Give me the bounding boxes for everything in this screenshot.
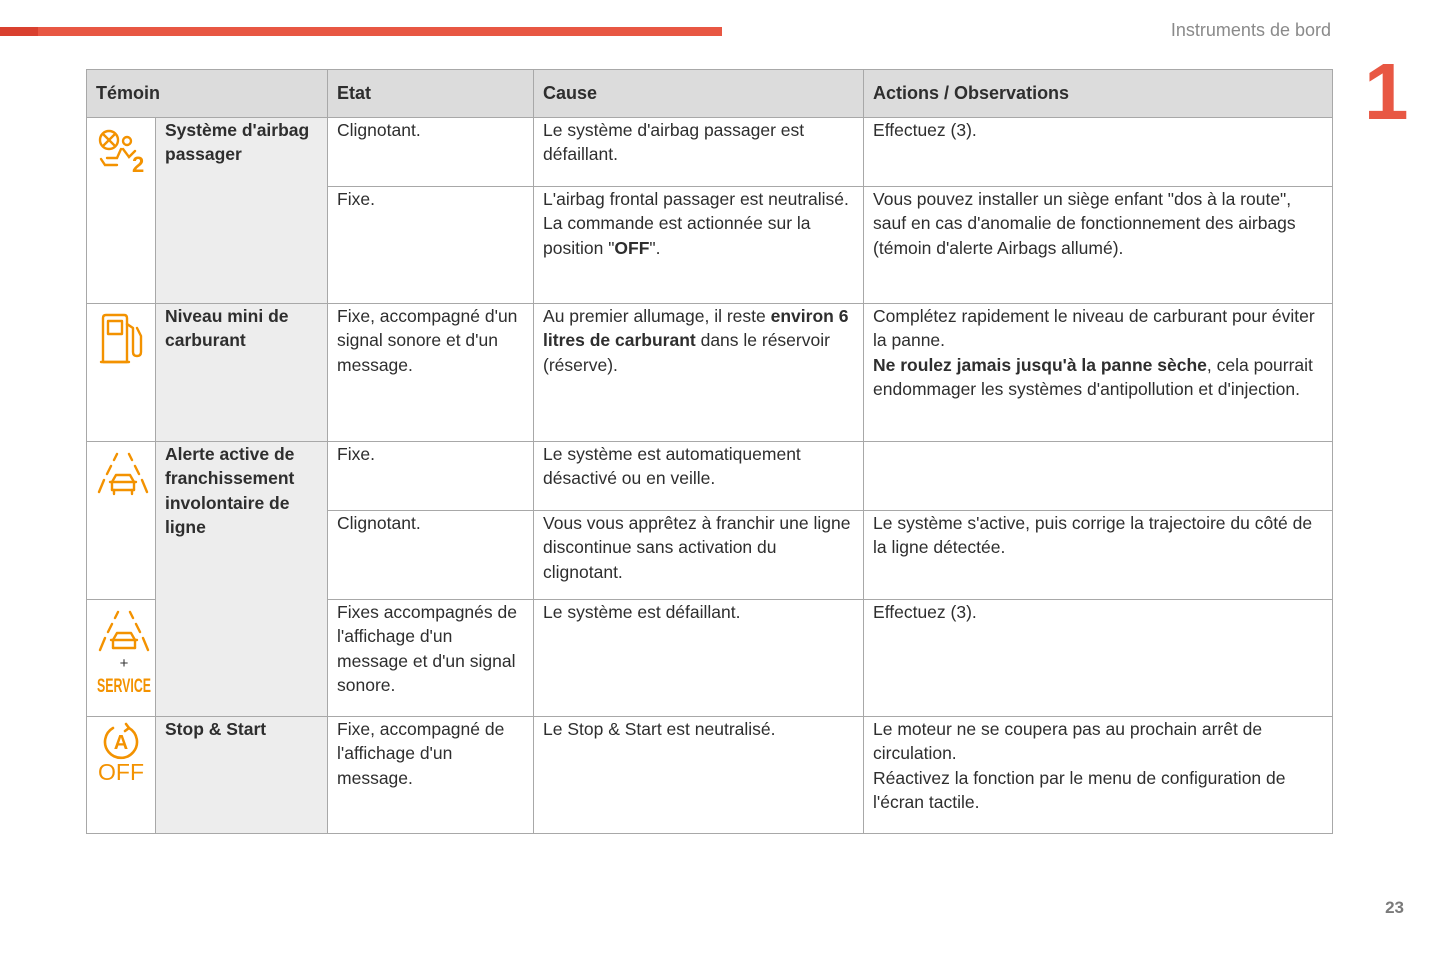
table-row: [87, 717, 1333, 834]
cell-etat: Fixe, accompagné de l'affichage d'un message.: [328, 717, 534, 834]
cell-action: [864, 717, 1333, 834]
action-emphasis: Ne roulez jamais jusqu'à la panne sèche: [873, 354, 1207, 375]
cell-cause: [534, 187, 864, 304]
airbag-passenger-icon: [87, 118, 156, 304]
action-text: Le moteur ne se coupera pas au prochain arrêt de circulation.: [873, 719, 1263, 764]
section-title: Instruments de bord: [1170, 20, 1331, 40]
warning-lights-table: [86, 69, 1333, 834]
action-text: Complétez rapidement le niveau de carburant pour éviter la panne.: [873, 306, 1315, 351]
label-airbag: Système d'airbag passager: [156, 118, 328, 304]
cell-etat: Clignotant.: [328, 511, 534, 600]
stop-start-off-icon: [87, 717, 156, 834]
action-text: Réactivez la fonction par le menu de configuration de l'écran tactile.: [873, 767, 1286, 812]
cell-action: [864, 304, 1333, 442]
svg-text:2: 2: [132, 152, 145, 177]
label-fuel: Niveau mini de carburant: [156, 304, 328, 442]
cell-action: Effectuez (3).: [864, 600, 1333, 717]
table-row: [87, 442, 1333, 511]
header-accent-bar: [0, 27, 722, 36]
cell-etat: Clignotant.: [328, 118, 534, 187]
action-text: , cela pourrait endommager les systèmes d'antipollution et d'injection.: [873, 354, 1313, 399]
page-number: 23: [1385, 898, 1404, 917]
cause-text: dans le réservoir (réserve).: [543, 330, 830, 375]
cell-action: [864, 442, 1333, 511]
fuel-pump-icon: [87, 304, 156, 442]
cell-cause: Le Stop & Start est neutralisé.: [534, 717, 864, 834]
lane-departure-service-icon: [87, 600, 156, 717]
cause-text: L'airbag frontal passager est neutralisé.: [543, 189, 849, 209]
cell-action: Effectuez (3).: [864, 118, 1333, 187]
stop-start-letter: A: [113, 732, 129, 754]
service-label: SERVICE: [97, 676, 151, 697]
table-row: [87, 118, 1333, 187]
cell-cause: [534, 304, 864, 442]
cell-action: Vous pouvez installer un siège enfant "dos à la route", sauf en cas d'anomalie de fonctionnement des airbags (témoin d'alerte Airbags allumé).: [864, 187, 1333, 304]
column-header-etat: Etat: [328, 70, 534, 118]
cell-etat: Fixe.: [328, 187, 534, 304]
cell-etat: Fixe, accompagné d'un signal sonore et d'un message.: [328, 304, 534, 442]
cell-cause: Le système est défaillant.: [534, 600, 864, 717]
cell-cause: Le système est automatiquement désactivé ou en veille.: [534, 442, 864, 511]
cause-text: La commande est actionnée sur la position ": [543, 213, 811, 258]
column-header-cause: Cause: [534, 70, 864, 118]
cause-text: Au premier allumage, il reste: [543, 306, 771, 326]
chapter-number: 1: [1364, 47, 1409, 136]
column-header-actions: Actions / Observations: [864, 70, 1333, 118]
lane-departure-icon: [87, 442, 156, 600]
cell-etat: Fixes accompagnés de l'affichage d'un message et d'un signal sonore.: [328, 600, 534, 717]
cell-cause: Vous vous apprêtez à franchir une ligne discontinue sans activation du clignotant.: [534, 511, 864, 600]
column-header-temoin: Témoin: [87, 70, 328, 118]
cell-action: Le système s'active, puis corrige la trajectoire du côté de la ligne détectée.: [864, 511, 1333, 600]
cause-emphasis: environ 6 litres de carburant: [543, 306, 849, 351]
plus-sign: +: [119, 655, 129, 672]
table-row: [87, 304, 1333, 442]
label-stopstart: Stop & Start: [156, 717, 328, 834]
cause-text: ".: [649, 237, 661, 258]
stop-start-off-text: OFF: [98, 759, 144, 785]
cell-etat: Fixe.: [328, 442, 534, 511]
table-header-row: [87, 70, 1333, 118]
label-lane: Alerte active de franchissement involontaire de ligne: [156, 442, 328, 717]
cell-cause: Le système d'airbag passager est défaillant.: [534, 118, 864, 187]
cause-emphasis: OFF: [614, 237, 650, 258]
